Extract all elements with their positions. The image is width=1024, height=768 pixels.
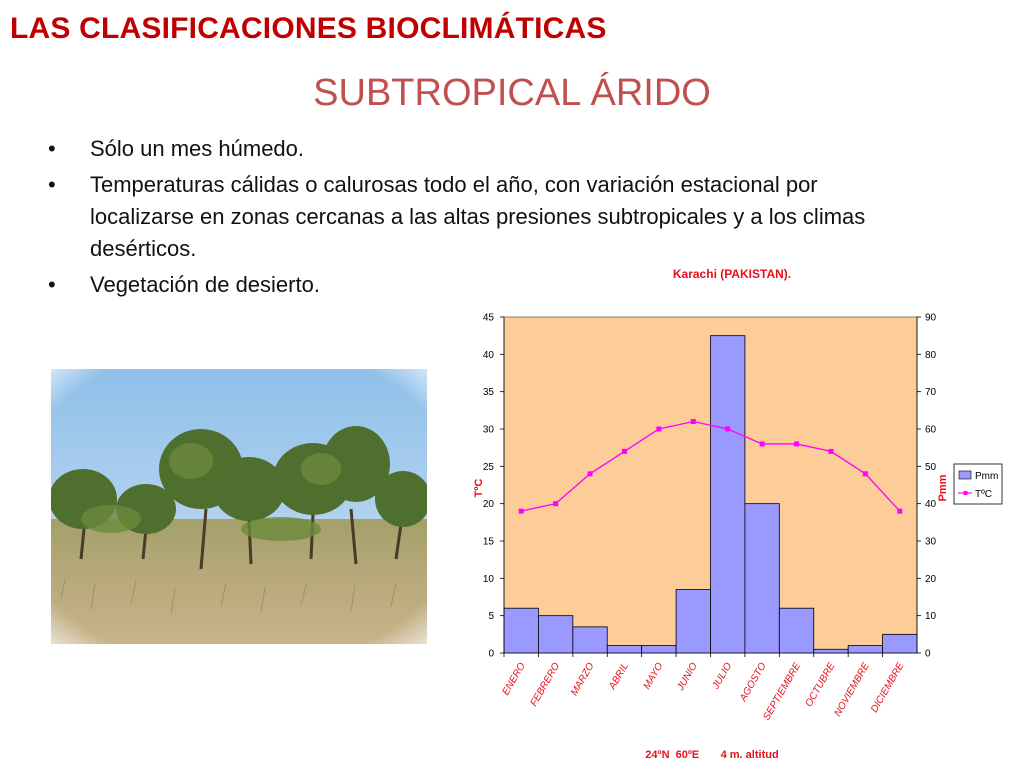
x-category-label: SEPTIEMBRE bbox=[761, 661, 804, 723]
temperature-point bbox=[725, 427, 730, 432]
y-left-tick-label: 15 bbox=[482, 536, 494, 548]
x-category-label: ENERO bbox=[500, 661, 528, 698]
precip-bar bbox=[814, 649, 848, 653]
temperature-point bbox=[897, 509, 902, 514]
precip-bar bbox=[745, 504, 779, 653]
legend-swatch-temp-marker bbox=[964, 491, 968, 495]
temperature-point bbox=[588, 471, 593, 476]
bullet-item bbox=[40, 133, 920, 165]
x-category-label: JUNIO bbox=[675, 661, 700, 693]
bullet-marker: • bbox=[48, 272, 56, 297]
y-left-tick-label: 45 bbox=[482, 312, 494, 324]
legend-swatch-pmm bbox=[959, 471, 971, 479]
temperature-point bbox=[656, 427, 661, 432]
vegetation-photo bbox=[51, 369, 427, 644]
y-axis-right bbox=[917, 313, 937, 660]
temperature-point bbox=[828, 449, 833, 454]
y-axis-left bbox=[483, 313, 504, 660]
x-category-label: DICIEMBRE bbox=[869, 661, 907, 715]
chart-footer: 24ºN 60ºE 4 m. altitud bbox=[645, 749, 779, 761]
y-left-tick-label: 25 bbox=[482, 461, 494, 473]
bullet-text: Vegetación de desierto. bbox=[90, 272, 320, 297]
precip-bar bbox=[883, 634, 917, 653]
y-right-tick-label: 30 bbox=[925, 536, 937, 548]
temperature-point bbox=[519, 509, 524, 514]
bullet-text: Temperaturas cálidas o calurosas todo el año, con variación estacional por localizarse en zonas cercanas a las altas presiones subtropicales y a los climas desérticos. bbox=[90, 172, 866, 261]
temperature-point bbox=[553, 501, 558, 506]
temperature-point bbox=[622, 449, 627, 454]
x-category-label: ABRIL bbox=[607, 661, 632, 692]
bullet-marker: • bbox=[48, 172, 56, 197]
y-right-tick-label: 40 bbox=[925, 499, 937, 511]
y-left-tick-label: 20 bbox=[482, 499, 494, 511]
y-axis-left-label: TºC bbox=[473, 478, 485, 498]
y-axis-right-label: Pmm bbox=[937, 474, 949, 502]
y-left-tick-label: 5 bbox=[488, 611, 494, 623]
x-axis-categories bbox=[500, 653, 906, 722]
x-category-label: OCTUBRE bbox=[803, 661, 838, 709]
y-left-tick-label: 40 bbox=[482, 349, 494, 361]
chart-title: Karachi (PAKISTAN). bbox=[672, 267, 792, 281]
x-category-label: MAYO bbox=[641, 661, 666, 692]
precip-bar bbox=[573, 627, 607, 653]
x-category-label: MARZO bbox=[569, 661, 597, 698]
bullet-item bbox=[40, 169, 920, 265]
temperature-point bbox=[691, 419, 696, 424]
precip-bar bbox=[504, 608, 538, 653]
precip-bar bbox=[642, 646, 676, 653]
x-category-label: NOVIEMBRE bbox=[832, 661, 872, 719]
temperature-point bbox=[760, 441, 765, 446]
legend-label-temp: TºC bbox=[975, 489, 992, 500]
y-left-tick-label: 10 bbox=[482, 573, 494, 585]
bullet-marker: • bbox=[48, 136, 56, 161]
x-category-label: JULIO bbox=[710, 661, 735, 692]
legend bbox=[954, 464, 1002, 504]
y-right-tick-label: 60 bbox=[925, 424, 937, 436]
precip-bar bbox=[848, 646, 882, 653]
y-right-tick-label: 80 bbox=[925, 349, 937, 361]
vegetation-photo-illustration bbox=[51, 369, 427, 644]
y-right-tick-label: 0 bbox=[925, 648, 931, 660]
precip-bar bbox=[607, 646, 641, 653]
header-title: LAS CLASIFICACIONES BIOCLIMÁTICAS bbox=[10, 12, 607, 45]
bullet-text: Sólo un mes húmedo. bbox=[90, 136, 305, 161]
y-left-tick-label: 30 bbox=[482, 424, 494, 436]
precip-bar bbox=[538, 616, 572, 653]
precip-bar bbox=[676, 590, 710, 653]
slide-title: SUBTROPICAL ÁRIDO bbox=[313, 72, 711, 114]
y-right-tick-label: 20 bbox=[925, 573, 937, 585]
climograph bbox=[440, 262, 1015, 767]
y-right-tick-label: 10 bbox=[925, 611, 937, 623]
y-right-tick-label: 50 bbox=[925, 461, 937, 473]
x-category-label: FEBRERO bbox=[528, 661, 563, 709]
x-category-label: AGOSTO bbox=[737, 661, 769, 704]
y-left-tick-label: 35 bbox=[482, 387, 494, 399]
y-right-tick-label: 70 bbox=[925, 387, 937, 399]
y-right-tick-label: 90 bbox=[925, 312, 937, 324]
temperature-point bbox=[863, 471, 868, 476]
y-left-tick-label: 0 bbox=[488, 648, 494, 660]
precip-bar bbox=[779, 608, 813, 653]
legend-label-pmm: Pmm bbox=[975, 471, 999, 482]
precip-bar bbox=[711, 336, 745, 653]
temperature-point bbox=[794, 441, 799, 446]
